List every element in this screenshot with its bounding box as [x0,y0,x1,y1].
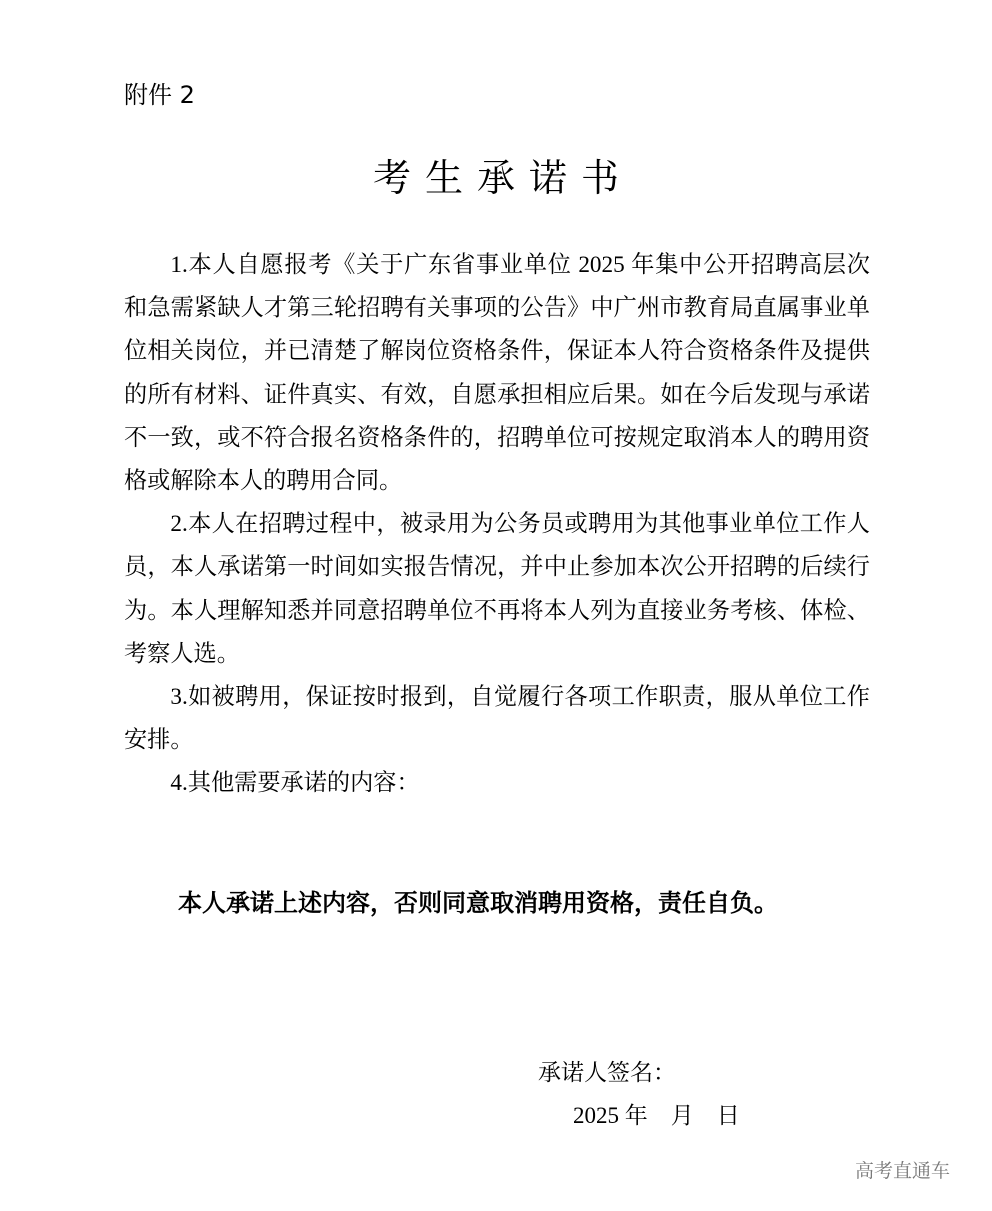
paragraph-2: 2.本人在招聘过程中，被录用为公务员或聘用为其他事业单位工作人员，本人承诺第一时间如实报告情况，并中止参加本次公开招聘的后续行为。本人理解知悉并同意招聘单位不再将本人列为直接业务考核、体检、考察人选。 [124,511,870,667]
pledge-statement: 本人承诺上述内容，否则同意取消聘用资格，责任自负。 [178,891,778,917]
attachment-label: 附件 2 [124,81,195,109]
paragraph-3: 3.如被聘用，保证按时报到，自觉履行各项工作职责，服从单位工作安排。 [124,684,870,754]
document-title: 考生承诺书 [372,156,633,200]
document-body [124,244,870,806]
paragraph-4: 4.其他需要承诺的内容： [170,770,420,797]
paragraph-1: 1.本人自愿报考《关于广东省事业单位 2025 年集中公开招聘高层次和急需紧缺人才第三轮招聘有关事项的公告》中广州市教育局直属事业单位相关岗位，并已清楚了解岗位资格条件，保证本人符合资格条件及提供的所有材料、证件真实、有效，自愿承担相应后果。如在今后发现与承诺不一致，或不符合报名资格条件的，招聘单位可按规定取消本人的聘用资格或解除本人的聘用合同。 [124,252,870,495]
date-line: 2025 年 月 日 [573,1103,740,1128]
watermark: 高考直通车 [855,1160,951,1182]
signature-label: 承诺人签名： [538,1060,676,1085]
